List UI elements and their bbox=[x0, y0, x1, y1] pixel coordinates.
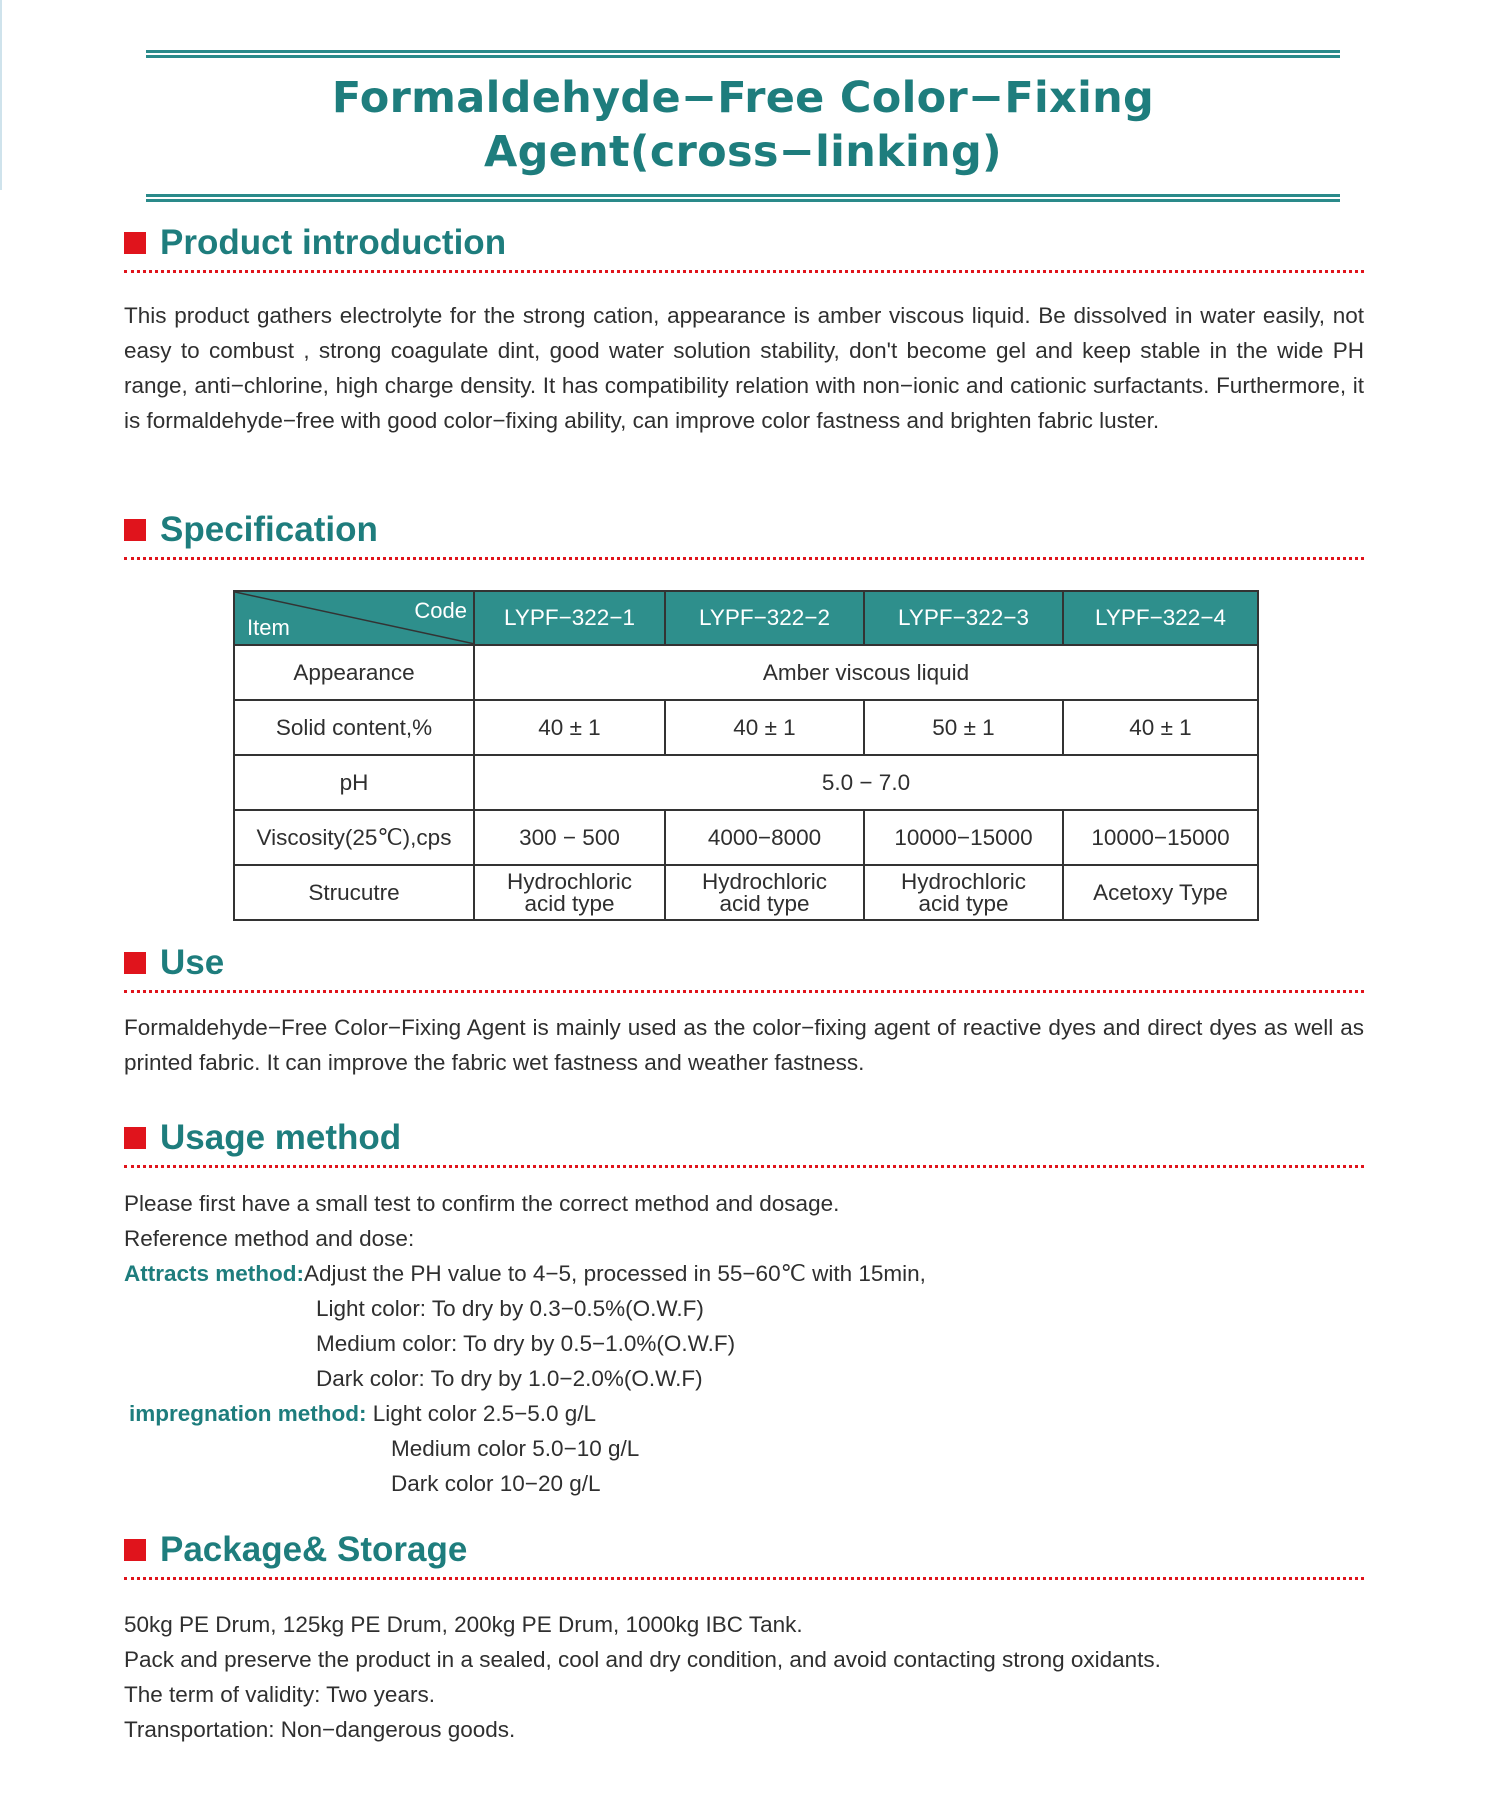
impregnation-method-label: impregnation method: bbox=[129, 1401, 367, 1426]
section-heading-usage bbox=[124, 1117, 1364, 1168]
table-row bbox=[234, 645, 1258, 700]
attracts-method-label: Attracts method: bbox=[124, 1261, 305, 1286]
row-label: Appearance bbox=[234, 645, 474, 700]
bullet-square-icon bbox=[124, 952, 146, 974]
table-cell: 40 ± 1 bbox=[665, 700, 864, 755]
table-cell: 50 ± 1 bbox=[864, 700, 1063, 755]
table-cell: 40 ± 1 bbox=[1063, 700, 1258, 755]
row-label: Strucutre bbox=[234, 865, 474, 920]
cell-line: Hydrochloric bbox=[506, 868, 633, 894]
table-header-row bbox=[234, 591, 1258, 645]
usage-line: Reference method and dose: bbox=[124, 1226, 415, 1251]
corner-cell bbox=[234, 591, 474, 645]
spec-table bbox=[233, 590, 1259, 921]
left-edge-bar bbox=[0, 0, 2, 190]
bullet-square-icon bbox=[124, 232, 146, 254]
code-header: LYPF−322−1 bbox=[474, 591, 665, 645]
bullet-square-icon bbox=[124, 519, 146, 541]
title-bottom-rule bbox=[146, 194, 1340, 202]
table-row bbox=[234, 865, 1258, 920]
table-row bbox=[234, 810, 1258, 865]
cell-line: acid type bbox=[719, 890, 810, 916]
section-title: Product introduction bbox=[160, 223, 507, 262]
attracts-line: Light color: To dry by 0.3−0.5%(O.W.F) bbox=[316, 1296, 704, 1321]
attracts-line: Dark color: To dry by 1.0−2.0%(O.W.F) bbox=[316, 1366, 703, 1391]
intro-paragraph: This product gathers electrolyte for the strong cation, appearance is amber viscous liquid. Be dissolved in water easily, not easy to combust , strong coagulate dint, good water solution stability, don't become gel and keep stable in the wide PH range, anti−chlorine, high charge density. It has compatibility relation with non−ionic and cationic surfactants. Furthermore, it is formaldehyde−free with good color−fixing ability, can improve color fastness and brighten fabric luster. bbox=[124, 303, 1364, 433]
table-cell: 40 ± 1 bbox=[474, 700, 665, 755]
impregnation-first-line bbox=[124, 1396, 1364, 1431]
package-lines bbox=[124, 1607, 1364, 1747]
table-cell bbox=[474, 865, 665, 920]
section-title: Usage method bbox=[160, 1118, 402, 1157]
package-line: Pack and preserve the product in a sealed, cool and dry condition, and avoid contacting strong oxidants. bbox=[124, 1647, 1161, 1672]
package-line: The term of validity: Two years. bbox=[124, 1682, 435, 1707]
section-title: Specification bbox=[160, 510, 378, 549]
section-heading-spec bbox=[124, 509, 1364, 560]
usage-line: Please first have a small test to confirm the correct method and dosage. bbox=[124, 1191, 840, 1216]
title-top-rule bbox=[146, 50, 1340, 58]
attracts-line: Medium color: To dry by 0.5−1.0%(O.W.F) bbox=[316, 1331, 736, 1356]
section-title: Use bbox=[160, 943, 225, 982]
package-line: 50kg PE Drum, 125kg PE Drum, 200kg PE Drum, 1000kg IBC Tank. bbox=[124, 1612, 803, 1637]
row-label: pH bbox=[234, 755, 474, 810]
cell-line: acid type bbox=[918, 890, 1009, 916]
row-label: Viscosity(25℃),cps bbox=[234, 810, 474, 865]
dotted-divider bbox=[124, 557, 1364, 560]
dotted-divider bbox=[124, 1577, 1364, 1580]
corner-item-label: Item bbox=[247, 615, 290, 640]
page-title: Formaldehyde−Free Color−Fixing Agent(cross−linking) bbox=[331, 73, 1155, 177]
use-paragraph: Formaldehyde−Free Color−Fixing Agent is mainly used as the color−fixing agent of reactive dyes and direct dyes as well as printed fabric. It can improve the fabric wet fastness and weather fastness. bbox=[124, 1015, 1364, 1075]
table-cell bbox=[665, 865, 864, 920]
cell-line: acid type bbox=[524, 890, 615, 916]
cell-line: Hydrochloric bbox=[900, 868, 1027, 894]
bullet-square-icon bbox=[124, 1539, 146, 1561]
package-line: Transportation: Non−dangerous goods. bbox=[124, 1717, 516, 1742]
usage-lines bbox=[124, 1186, 1364, 1501]
section-heading-use bbox=[124, 942, 1364, 993]
impregnation-line: Medium color 5.0−10 g/L bbox=[391, 1436, 640, 1461]
section-heading-package bbox=[124, 1529, 1364, 1580]
dotted-divider bbox=[124, 990, 1364, 993]
dotted-divider bbox=[124, 270, 1364, 273]
bullet-square-icon bbox=[124, 1127, 146, 1149]
table-cell bbox=[1063, 865, 1258, 920]
table-row bbox=[234, 700, 1258, 755]
code-header: LYPF−322−4 bbox=[1063, 591, 1258, 645]
table-cell: 10000−15000 bbox=[864, 810, 1063, 865]
dotted-divider bbox=[124, 1165, 1364, 1168]
table-cell: 5.0 − 7.0 bbox=[474, 755, 1258, 810]
row-label: Solid content,% bbox=[234, 700, 474, 755]
code-header: LYPF−322−3 bbox=[864, 591, 1063, 645]
title-block bbox=[146, 50, 1340, 202]
corner-code-label: Code bbox=[414, 598, 467, 623]
section-title: Package& Storage bbox=[160, 1530, 468, 1569]
attracts-first-line bbox=[124, 1256, 1364, 1291]
section-heading-intro bbox=[124, 222, 1364, 273]
table-cell: 4000−8000 bbox=[665, 810, 864, 865]
impregnation-line: Dark color 10−20 g/L bbox=[391, 1471, 601, 1496]
table-cell: 300 − 500 bbox=[474, 810, 665, 865]
code-header: LYPF−322−2 bbox=[665, 591, 864, 645]
table-cell: 10000−15000 bbox=[1063, 810, 1258, 865]
impregnation-line: Light color 2.5−5.0 g/L bbox=[372, 1401, 597, 1426]
cell-line: Acetoxy Type bbox=[1093, 879, 1228, 905]
table-cell bbox=[864, 865, 1063, 920]
table-row bbox=[234, 755, 1258, 810]
attracts-line: Adjust the PH value to 4−5, processed in 55−60℃ with 15min, bbox=[304, 1261, 926, 1286]
table-cell: Amber viscous liquid bbox=[474, 645, 1258, 700]
cell-line: Hydrochloric bbox=[701, 868, 828, 894]
